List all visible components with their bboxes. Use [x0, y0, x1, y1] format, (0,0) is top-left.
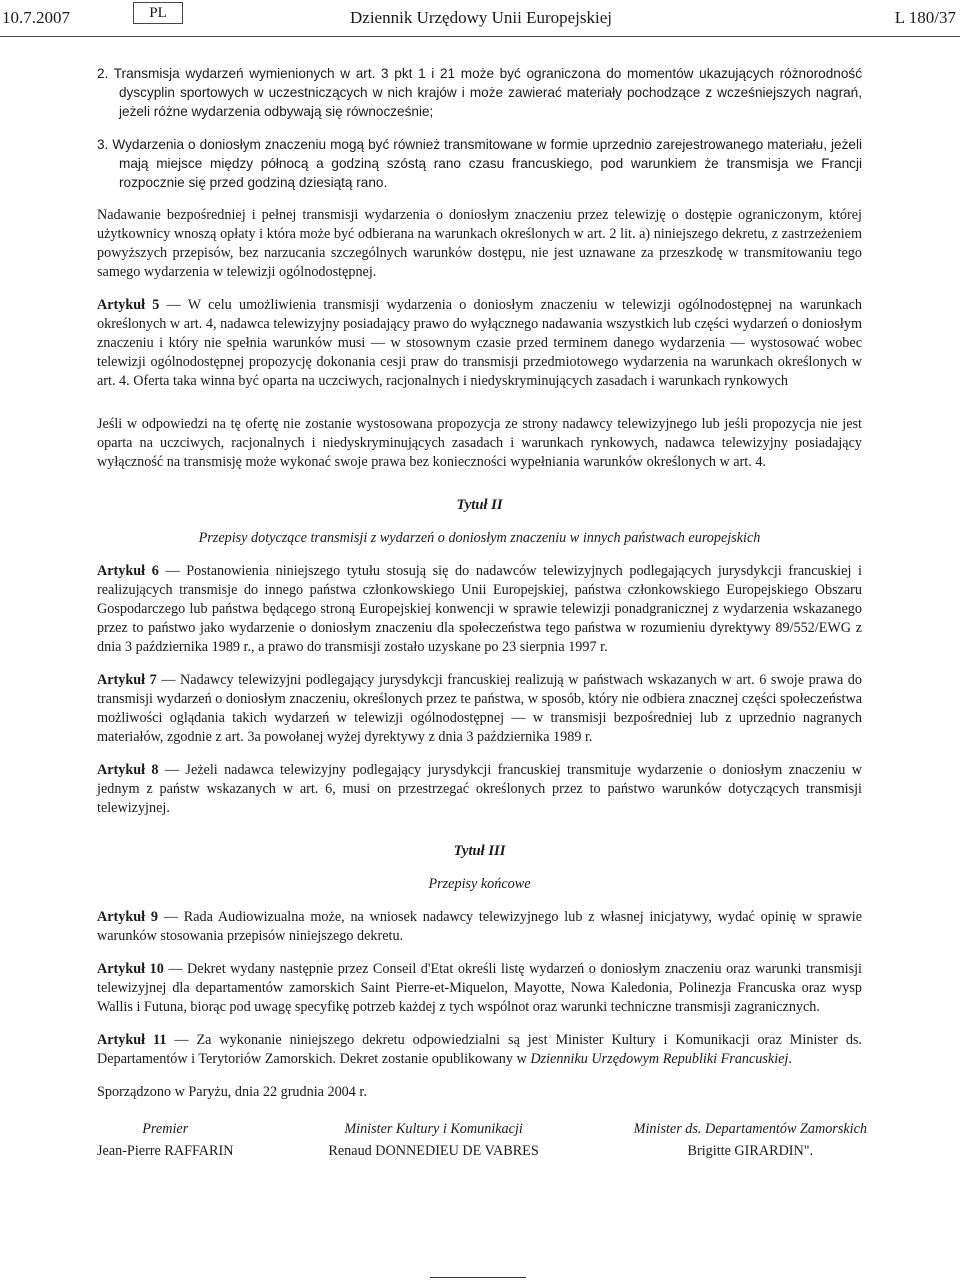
date-of-signature: Sporządzono w Paryżu, dnia 22 grudnia 2004 r. [97, 1084, 367, 1100]
article-7-text: — Nadawcy telewizyjni podlegający jurysdykcji francuskiej realizują w państwach wskazanych w art. 6 swoje prawa do transmisji wydarzeń o doniosłym znaczeniu, określonych przez te państwa, w sposób, który nie odbiera znacznej części społeczeństwa możliwości oglądania takich wydarzeń w telewizji ogólnodostępnej — w transmisji bezpośredniej lub z uprzednio nagranych materiałów, zgodnie z art. 3a powołanej wyżej dyrektywy z dnia 3 października 1989 r. [97, 672, 862, 745]
article-9-label: Artykuł 9 [97, 909, 158, 925]
signature-block [97, 1118, 867, 1162]
article-7-label: Artykuł 7 [97, 672, 157, 688]
article-11-label: Artykuł 11 [97, 1032, 167, 1048]
article-9 [97, 908, 862, 946]
signature-culture-minister [328, 1118, 538, 1162]
article-11 [97, 1031, 862, 1069]
article-8-label: Artykuł 8 [97, 762, 159, 778]
paragraph-access: Nadawanie bezpośredniej i pełnej transmisji wydarzenia o doniosłym znaczeniu przez telewizję o dostępie ograniczonym, której użytkownicy wnoszą opłaty i która może być odbierana na warunkach określonych w art. 2 lit. a) niniejszego dekretu, z zastrzeżeniem powyższych przepisów, bez narzucania szczególnych warunków dostępu, nie jest uznawane za przeszkodę w transmitowaniu tego samego wydarzenia w telewizji ogólnodostępnej. [97, 207, 862, 280]
page-number: L 180/37 [894, 8, 956, 27]
title-iii-subheading: Przepisy końcowe [428, 876, 531, 892]
article-6-text: — Postanowienia niniejszego tytułu stosują się do nadawców telewizyjnych podlegających jurysdykcji francuskiej i realizujących transmisje do innego państwa członkowskiego Unii Europejskiej, państwa członkowskiego Europejskiego Obszaru Gospodarczego lub państwa będącego stroną Europejskiej konwencji w sprawie telewizji ponadgranicznej z wydarzenia wskazanego przez to państwo jako wydarzenie o doniosłym znaczeniu dla społeczeństwa tego państwa w rozumieniu dyrektywy 89/552/EWG z dnia 3 października 1989 r., a prawo do transmisji zostało uzyskane po 23 sierpnia 1997 r. [97, 563, 862, 655]
title-ii-subheading: Przepisy dotyczące transmisji z wydarzeń o doniosłym znaczeniu w innych państwach europejskich [198, 530, 761, 546]
article-10 [97, 960, 862, 1017]
journal-title: Dziennik Urzędowy Unii Europejskiej [350, 8, 613, 27]
article-6-label: Artykuł 6 [97, 563, 159, 579]
article-9-text: — Rada Audiowizualna może, na wniosek nadawcy telewizyjnego lub z własnej inicjatywy, wydać opinię w sprawie warunków stosowania przepisów niniejszego dekretu. [97, 909, 862, 944]
page-header [0, 0, 960, 37]
signatory-name: Jean-Pierre RAFFARIN [97, 1143, 234, 1159]
language-badge: PL [133, 2, 183, 24]
signatory-role: Premier [142, 1121, 189, 1137]
article-7 [97, 671, 862, 747]
signatory-name: Renaud DONNEDIEU DE VABRES [328, 1143, 539, 1159]
title-iii-heading: Tytuł III [453, 843, 506, 859]
item-3: 3. Wydarzenia o doniosłym znaczeniu mogą być również transmitowane w formie uprzednio zarejestrowanego materiału, jeżeli mają miejsce między północą a godziną szóstą rano czasu francuskiego, pod warunkiem że transmisja we Francji rozpocznie się przed godziną dziesiątą rano. [97, 137, 862, 190]
article-5-label: Artykuł 5 [97, 297, 160, 313]
journal-reference: Dzienniku Urzędowym Republiki Francuskiej [530, 1051, 789, 1067]
signature-overseas-minister [634, 1118, 867, 1162]
paragraph-response: Jeśli w odpowiedzi na tę ofertę nie zostanie wystosowana propozycja ze strony nadawcy telewizyjnego lub jeśli propozycja nie jest oparta na uczciwych, racjonalnych i niedyskryminujących zasadach i warunkach rynkowych, nadawca telewizyjny posiadający wyłączność na transmisję może wykonać swoje prawa bez konieczności wypełniania warunków określonych w art. 4. [97, 416, 862, 470]
signature-premier [97, 1118, 233, 1162]
article-10-label: Artykuł 10 [97, 961, 164, 977]
article-11-text: — Za wykonanie niniejszego dekretu odpowiedzialni są jest Minister Kultury i Komunikacji oraz Minister ds. Departamentów i Terytoriów Zamorskich. Dekret zostanie opublikowany w [97, 1032, 862, 1067]
signatory-role: Minister Kultury i Komunikacji [344, 1121, 523, 1137]
title-ii-heading: Tytuł II [456, 497, 503, 513]
footer-divider [430, 1277, 526, 1278]
article-10-text: — Dekret wydany następnie przez Conseil d'Etat określi listę wydarzeń o doniosłym znaczeniu oraz warunki transmisji telewizyjnej dla departamentów zamorskich Saint Pierre-et-Miquelon, Mayotte, Nowa Kaledonia, Polinezja Francuska oraz wysp Wallis i Futuna, biorąc pod uwagę specyfikę potrzeb każdej z tych wspólnot oraz warunki techniczne transmisji zagranicznych. [97, 961, 862, 1015]
article-5-text: — W celu umożliwienia transmisji wydarzenia o doniosłym znaczeniu w telewizji ogólnodostępnej na warunkach określonych w art. 4, nadawca telewizyjny posiadający prawo do wyłącznego nadawania wszystkich lub części wydarzeń o doniosłym znaczeniu i który nie spełnia warunków musi — w stosownym czasie przed terminem danego wydarzenia — wystosować wobec telewizji ogólnodostępnej propozycję dokonania cesji praw do transmisji przedmiotowego wydarzenia na warunkach określonych w art. 4. Oferta taka winna być oparta na uczciwych, racjonalnych i niedyskryminujących zasadach i warunkach rynkowych [97, 297, 862, 389]
item-2: 2. Transmisja wydarzeń wymienionych w art. 3 pkt 1 i 21 może być ograniczona do momentów ukazujących różnorodność dyscyplin sportowych w uczestniczących w nich krajów i może zawierać materiały pochodzące z wcześniejszych nagrań, jeżeli różne wydarzenia odbywają się równocześnie; [97, 66, 862, 119]
article-6 [97, 562, 862, 657]
article-8 [97, 761, 862, 818]
article-5 [97, 296, 862, 391]
article-11-end: . [788, 1051, 792, 1067]
article-8-text: — Jeżeli nadawca telewizyjny podlegający jurysdykcji francuskiej transmituje wydarzenie o doniosłym znaczeniu w jednym z państw wskazanych w art. 6, musi on przestrzegać określonych przez to państwo warunków dotyczących transmisji telewizyjnej. [97, 762, 862, 816]
document-body [97, 64, 867, 1162]
signatory-name: Brigitte GIRARDIN". [687, 1143, 814, 1159]
signatory-role: Minister ds. Departamentów Zamorskich [633, 1121, 867, 1137]
issue-date: 10.7.2007 [2, 8, 70, 27]
